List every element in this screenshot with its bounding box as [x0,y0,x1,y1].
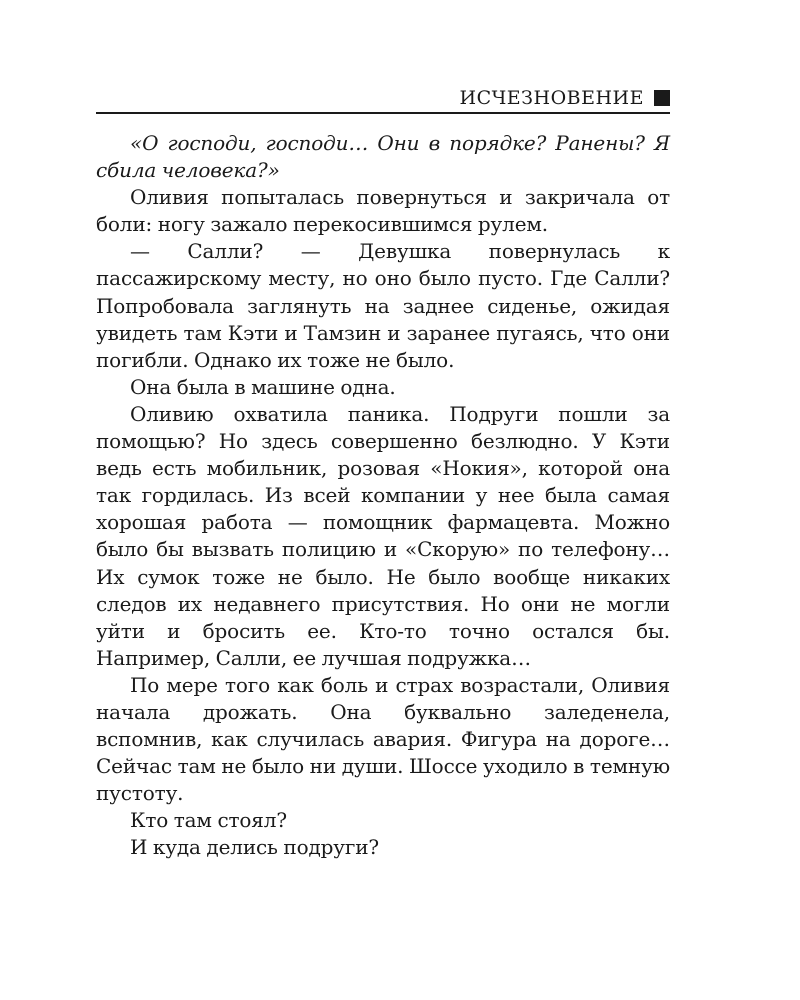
paragraph: — Салли? — Девушка повернулась к пассажирскому месту, но оно было пусто. Где Салли? Попробовала заглянуть на заднее сиденье, ожидая увидеть там Кэти и Тамзин и заранее пугаясь, что они погибли. Однако их тоже не было. [96,239,670,372]
paragraph: По мере того как боль и страх возрастали, Оливия начала дрожать. Она буквально заледенела, вспомнив, как случилась авария. Фигура на дороге… Сейчас там не было ни души. Шоссе уходило в темную пустоту. [96,672,670,806]
paragraph: «О господи, господи… Они в порядке? Ранены? Я сбила человека?» [96,131,670,183]
running-header [96,84,670,114]
chapter-title: ИСЧЕЗНОВЕНИЕ [459,86,644,109]
paragraph: Оливия попыталась повернуться и закричала от боли: ногу зажало перекосившимся рулем. [96,185,670,237]
body-text [96,130,670,862]
paragraph: И куда делись подруги? [130,835,379,860]
black-square-ornament [654,90,670,106]
paragraph: Она была в машине одна. [130,374,396,399]
paragraph: Кто там стоял? [130,808,287,833]
paragraph: Оливию охватила паника. Подруги пошли за помощью? Но здесь совершенно безлюдно. У Кэти ведь есть мобильник, розовая «Нокия», которой она так гордилась. Из всей компании у нее была самая хорошая работа — помощник фармацевта. Можно было бы вызвать полицию и «Скорую» по телефону… Их сумок тоже не было. Не было вообще никаких следов их недавнего присутствия. Но они не могли уйти и бросить ее. Кто-то точно остался бы. Например, Салли, ее лучшая подружка… [96,401,670,670]
